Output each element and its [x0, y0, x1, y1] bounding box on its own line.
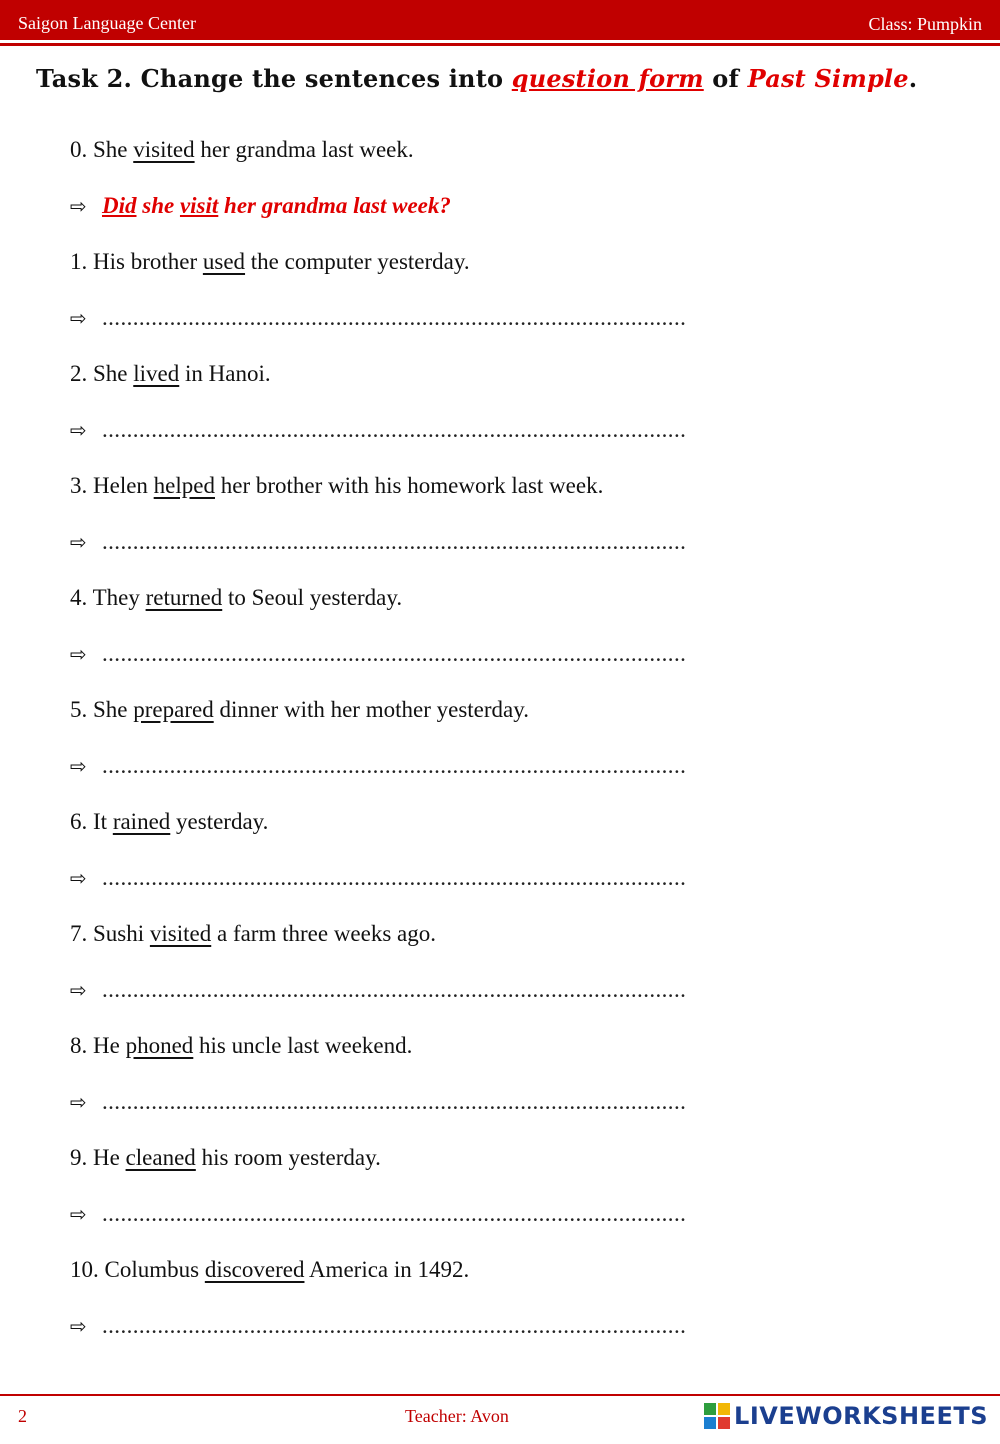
exercise-sentence	[70, 1248, 920, 1304]
exercise-post: America in 1492.	[304, 1257, 470, 1282]
example-answer-did: Did	[102, 193, 137, 218]
answer-line	[70, 1304, 920, 1360]
exercise-number: 4.	[70, 585, 88, 610]
answer-line	[70, 632, 920, 688]
answer-blank[interactable]: ...............................................................................................	[102, 753, 687, 778]
exercise-sentence	[70, 688, 920, 744]
exercise-number: 10.	[70, 1257, 99, 1282]
example-pre: She	[87, 137, 134, 162]
brand-name: LIVEWORKSHEETS	[734, 1402, 988, 1430]
exercise-number: 9.	[70, 1145, 88, 1170]
exercise-pre: She	[87, 697, 134, 722]
answer-blank[interactable]: ...............................................................................................	[102, 529, 687, 554]
task-title-emphasis-1: question form	[511, 64, 704, 93]
items-container	[70, 240, 920, 1360]
task-title-emphasis-2: Past Simple	[747, 64, 909, 93]
exercise-verb: cleaned	[125, 1145, 196, 1170]
exercise-verb: discovered	[204, 1257, 305, 1282]
arrow-right-outline-icon: ⇨	[70, 978, 87, 1002]
example-number: 0.	[70, 137, 88, 162]
task-title	[36, 64, 917, 93]
answer-blank[interactable]: ...............................................................................................	[102, 305, 687, 330]
example-answer-rest: her grandma last week?	[218, 193, 451, 218]
answer-line	[70, 968, 920, 1024]
exercise-verb: helped	[153, 473, 215, 498]
exercise-sentence	[70, 576, 920, 632]
exercise-pre: Sushi	[87, 921, 150, 946]
arrow-right-outline-icon: ⇨	[70, 754, 87, 778]
exercise-pre: She	[87, 361, 134, 386]
school-name: Saigon Language Center	[18, 13, 196, 33]
exercise-post: a farm three weeks ago.	[211, 921, 437, 946]
answer-blank[interactable]: ...............................................................................................	[102, 417, 687, 442]
arrow-right-outline-icon: ⇨	[70, 1202, 87, 1226]
exercise-post: in Hanoi.	[179, 361, 271, 386]
arrow-right-outline-icon: ⇨	[70, 1090, 87, 1114]
exercise-pre: Columbus	[98, 1257, 205, 1282]
answer-line	[70, 408, 920, 464]
exercise-number: 2.	[70, 361, 88, 386]
exercise-sentence	[70, 1136, 920, 1192]
answer-blank[interactable]: ...............................................................................................	[102, 1201, 687, 1226]
example-answer-mid: she	[136, 193, 180, 218]
exercise-list	[70, 128, 920, 1360]
answer-line	[70, 1192, 920, 1248]
arrow-right-outline-icon: ⇨	[70, 530, 87, 554]
exercise-pre: It	[87, 809, 113, 834]
arrow-right-outline-icon: ⇨	[70, 194, 87, 218]
exercise-verb: phoned	[125, 1033, 194, 1058]
task-title-suffix: .	[908, 64, 918, 93]
answer-blank[interactable]: ...............................................................................................	[102, 641, 687, 666]
exercise-post: his room yesterday.	[195, 1145, 381, 1170]
answer-line	[70, 856, 920, 912]
teacher-name: Teacher: Avon	[405, 1406, 509, 1426]
exercise-pre: Helen	[87, 473, 154, 498]
exercise-number: 8.	[70, 1033, 88, 1058]
answer-line	[70, 1080, 920, 1136]
exercise-post: the computer yesterday.	[245, 249, 470, 274]
brand-logo	[704, 1402, 988, 1430]
exercise-pre: He	[87, 1145, 126, 1170]
exercise-post: to Seoul yesterday.	[222, 585, 403, 610]
footer-divider	[0, 1394, 1000, 1396]
example-answer	[70, 184, 920, 240]
exercise-verb: used	[202, 249, 246, 274]
exercise-number: 1.	[70, 249, 88, 274]
exercise-sentence	[70, 352, 920, 408]
exercise-verb: returned	[145, 585, 223, 610]
exercise-sentence	[70, 912, 920, 968]
task-title-mid: of	[703, 64, 748, 93]
answer-line	[70, 744, 920, 800]
answer-blank[interactable]: ...............................................................................................	[102, 1089, 687, 1114]
exercise-number: 7.	[70, 921, 88, 946]
exercise-sentence	[70, 464, 920, 520]
exercise-pre: He	[87, 1033, 126, 1058]
exercise-sentence	[70, 240, 920, 296]
exercise-post: her brother with his homework last week.	[214, 473, 604, 498]
arrow-right-outline-icon: ⇨	[70, 418, 87, 442]
answer-blank[interactable]: ...............................................................................................	[102, 1313, 687, 1338]
brand-mark-icon	[704, 1403, 730, 1429]
page-number: 2	[18, 1406, 27, 1426]
exercise-pre: They	[87, 585, 146, 610]
exercise-verb: prepared	[133, 697, 214, 722]
arrow-right-outline-icon: ⇨	[70, 866, 87, 890]
arrow-right-outline-icon: ⇨	[70, 642, 87, 666]
class-name: Class: Pumpkin	[868, 14, 982, 34]
answer-line	[70, 520, 920, 576]
answer-line	[70, 296, 920, 352]
exercise-post: yesterday.	[170, 809, 269, 834]
exercise-number: 6.	[70, 809, 88, 834]
arrow-right-outline-icon: ⇨	[70, 306, 87, 330]
example-sentence	[70, 128, 920, 184]
exercise-verb: rained	[112, 809, 171, 834]
exercise-number: 3.	[70, 473, 88, 498]
exercise-verb: lived	[133, 361, 180, 386]
exercise-sentence	[70, 1024, 920, 1080]
exercise-verb: visited	[149, 921, 212, 946]
example-answer-visit: visit	[179, 193, 219, 218]
exercise-sentence	[70, 800, 920, 856]
exercise-number: 5.	[70, 697, 88, 722]
example-verb: visited	[133, 137, 195, 162]
arrow-right-outline-icon: ⇨	[70, 1314, 87, 1338]
answer-blank[interactable]: ...............................................................................................	[102, 977, 687, 1002]
header-divider	[0, 43, 1000, 46]
example-post: her grandma last week.	[194, 137, 414, 162]
exercise-pre: His brother	[87, 249, 203, 274]
answer-blank[interactable]: ...............................................................................................	[102, 865, 687, 890]
exercise-post: dinner with her mother yesterday.	[213, 697, 529, 722]
exercise-post: his uncle last weekend.	[193, 1033, 413, 1058]
task-title-prefix: Task 2. Change the sentences into	[36, 64, 512, 93]
